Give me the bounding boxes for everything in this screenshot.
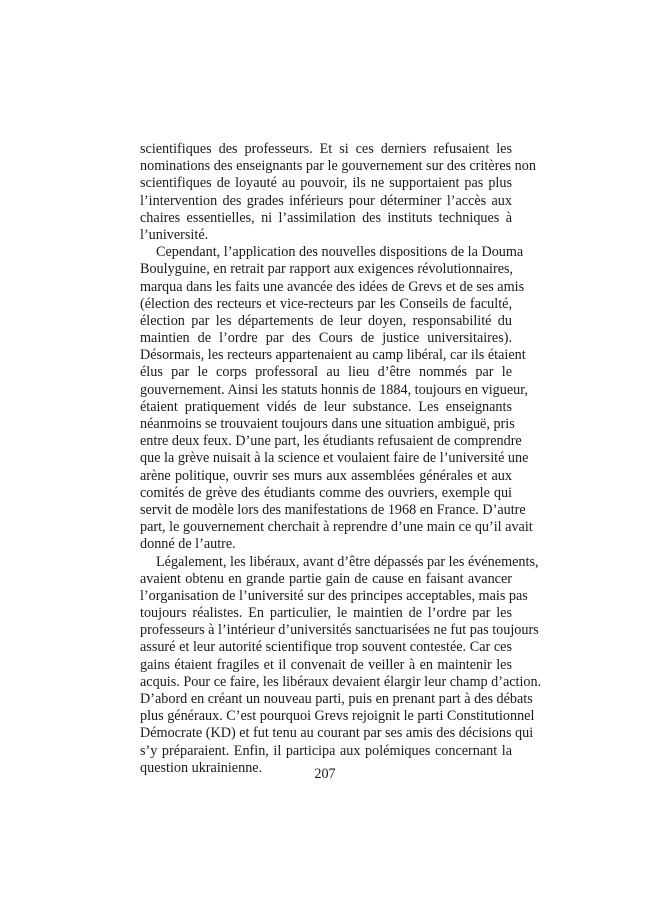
text-line: s’y préparaient. Enfin, il participa aux polémiques concernant la	[140, 742, 512, 759]
text-line: gains étaient fragiles et il convenait de veiller à en maintenir les	[140, 656, 512, 673]
text-line: élection par les départements de leur doyen, responsabilité du	[140, 312, 512, 329]
paragraph	[140, 553, 542, 777]
text-line: D’abord en créant un nouveau parti, puis en prenant part à des débats	[140, 691, 533, 707]
text-line: plus généraux. C’est pourquoi Grevs rejoignit le parti Constitutionnel	[140, 708, 535, 725]
text-line: entre deux feux. D’une part, les étudiants refusaient de comprendre	[140, 433, 522, 450]
text-line: arène politique, ouvrir ses murs aux assemblées générales et aux	[140, 467, 512, 484]
text-line: donné de l’autre.	[140, 536, 236, 553]
text-line: gouvernement. Ainsi les statuts honnis de 1884, toujours en vigueur,	[140, 381, 528, 398]
text-line: scientifiques de loyauté au pouvoir, ils ne supportaient pas plus	[140, 175, 512, 192]
text-line: chaires essentielles, ni l’assimilation des instituts techniques à	[140, 209, 512, 226]
text-line: scientifiques des professeurs. Et si ces derniers refusaient les	[140, 141, 512, 157]
text-line: question ukrainienne.	[140, 759, 263, 776]
text-line: acquis. Pour ce faire, les libéraux devaient élargir leur champ d’action.	[140, 673, 542, 690]
text-line: assuré et leur autorité scientifique trop souvent contestée. Car ces	[140, 639, 512, 656]
page-number: 207	[314, 766, 336, 782]
text-line: professeurs à l’intérieur d’universités sanctuarisées ne fut pas toujours	[140, 622, 539, 639]
text-line: comités de grève des étudiants comme des ouvriers, exemple qui	[140, 484, 512, 501]
text-line: étaient pratiquement vidés de leur substance. Les enseignants	[140, 398, 512, 415]
text-line: avaient obtenu en grande partie gain de cause en faisant avancer	[140, 570, 512, 587]
text-line: servit de modèle lors des manifestations de 1968 en France. D’autre	[140, 501, 526, 518]
text-line: Cependant, l’application des nouvelles dispositions de la Douma	[156, 244, 524, 261]
text-line: (élection des recteurs et vice-recteurs par les Conseils de faculté,	[140, 295, 512, 312]
text-line: élus par le corps professoral au lieu d’être nommés par le	[140, 364, 512, 381]
text-line: part, le gouvernement cherchait à reprendre d’une main ce qu’il avait	[140, 519, 533, 536]
text-line: Désormais, les recteurs appartenaient au camp libéral, car ils étaient	[140, 347, 526, 364]
text-line: Boulyguine, en retrait par rapport aux exigences révolutionnaires,	[140, 261, 514, 278]
paragraph	[140, 244, 533, 553]
text-line: que la grève nuisait à la science et voulaient faire de l’université une	[140, 450, 529, 467]
text-line: l’organisation de l’université sur des principes acceptables, mais pas	[140, 587, 528, 604]
text-line: toujours réalistes. En particulier, le maintien de l’ordre par les	[140, 605, 512, 622]
text-line: maintien de l’ordre par des Cours de justice universitaires).	[140, 330, 512, 347]
text-line: marqua dans les faits une avancée des idées de Grevs et de ses amis	[140, 278, 525, 295]
paragraph	[140, 141, 536, 244]
text-line: Légalement, les libéraux, avant d’être dépassés par les événements,	[156, 553, 539, 570]
text-line: néanmoins se trouvaient toujours dans une situation ambiguë, pris	[140, 416, 515, 432]
text-line: l’université.	[140, 226, 209, 243]
body-text	[140, 141, 542, 777]
text-line: l’intervention des grades inférieurs pour déterminer l’accès aux	[140, 192, 512, 209]
text-line: nominations des enseignants par le gouvernement sur des critères non	[140, 158, 536, 175]
text-line: Démocrate (KD) et fut tenu au courant par ses amis des décisions qui	[140, 725, 534, 742]
